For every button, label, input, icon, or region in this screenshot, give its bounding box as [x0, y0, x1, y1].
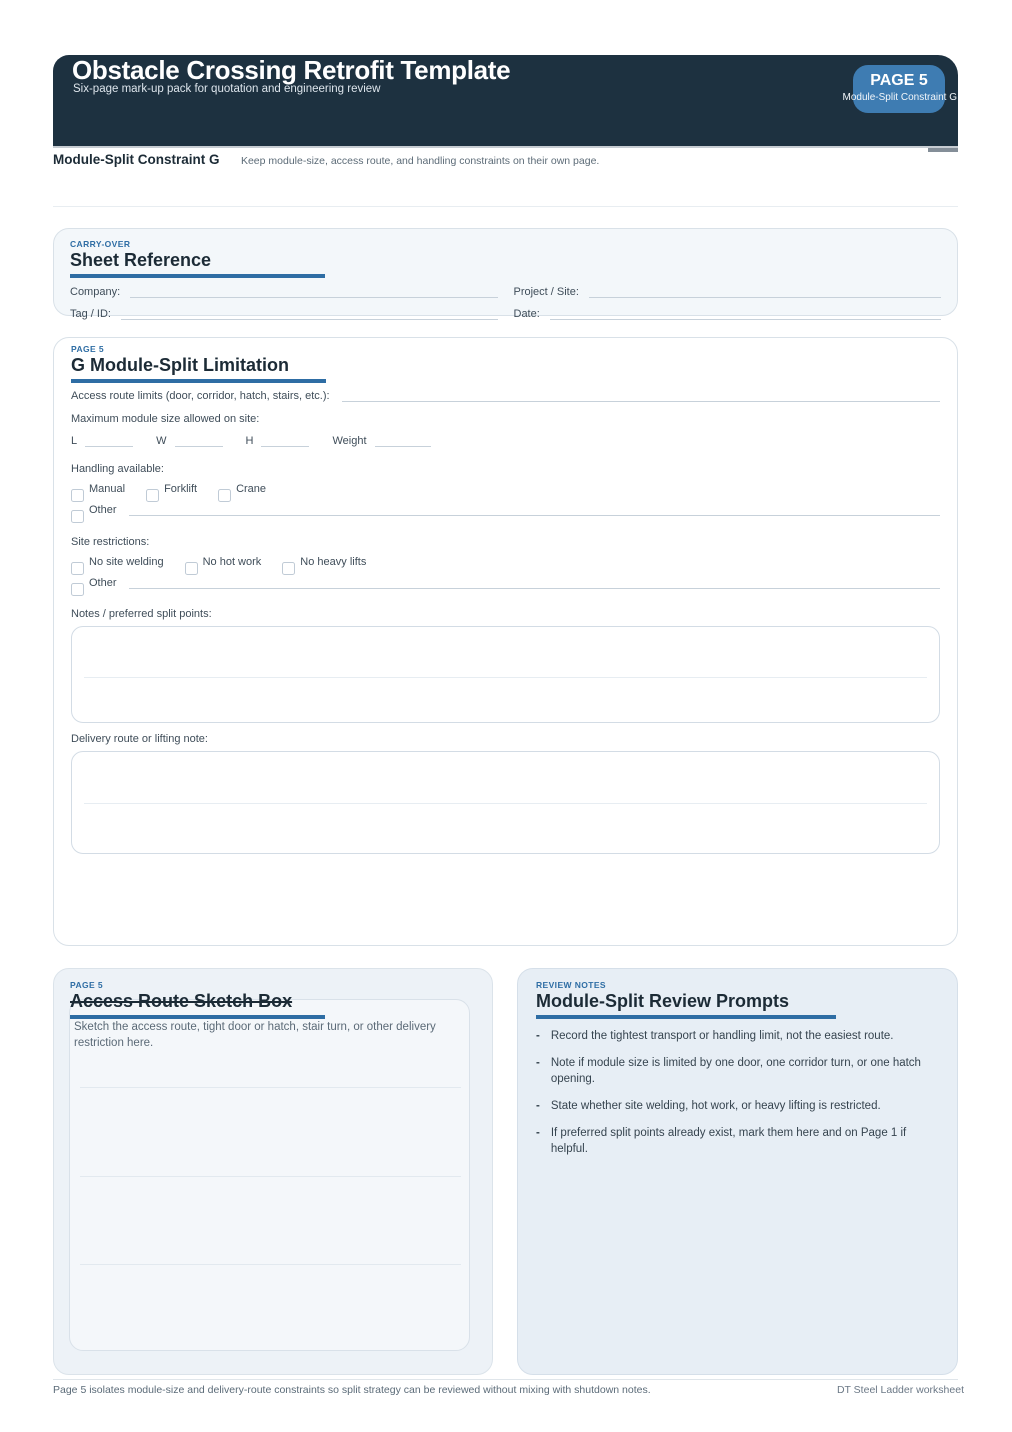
sketch-heading-group — [70, 980, 478, 1019]
site-other-input-line[interactable] — [129, 577, 940, 589]
handling-option-other[interactable] — [71, 504, 117, 523]
no-hot-work-checkbox[interactable] — [185, 562, 198, 575]
dash-bullet-icon: - — [536, 1029, 540, 1042]
weight-label: Weight — [332, 434, 367, 447]
date-label: Date: — [513, 307, 540, 320]
site-other-label: Other — [89, 576, 117, 589]
handling-options-row — [71, 483, 940, 502]
notes-label: Notes / preferred split points: — [71, 607, 212, 620]
width-label: W — [156, 434, 167, 447]
notes-textarea[interactable] — [71, 626, 940, 723]
forklift-checkbox[interactable] — [146, 489, 159, 502]
handling-other-input-line[interactable] — [129, 504, 940, 516]
list-item-text: If preferred split points already exist, mark them here and on Page 1 if helpful. — [550, 1126, 907, 1155]
sheet-reference-fields — [70, 285, 941, 320]
note-ruled-line — [84, 803, 927, 804]
dash-bullet-icon: - — [536, 1126, 540, 1139]
page-number-badge — [853, 65, 945, 113]
handling-option-manual[interactable] — [71, 483, 125, 502]
limitation-title: G Module-Split Limitation — [71, 355, 289, 375]
section-intro — [53, 151, 958, 169]
intro-description: Keep module-size, access route, and handling constraints on their own page. — [240, 155, 600, 167]
handling-available-label: Handling available: — [71, 462, 164, 475]
site-option-no-heavy-lifts[interactable] — [282, 556, 366, 575]
no-site-welding-checkbox[interactable] — [71, 562, 84, 575]
title-underline-bar — [70, 274, 325, 278]
width-field — [156, 435, 222, 447]
sketch-ruled-line — [80, 1176, 461, 1177]
title-underline-bar — [70, 1015, 325, 1019]
weight-input-line[interactable] — [375, 435, 431, 447]
sheet-reference-section — [53, 228, 958, 320]
title-underline-bar — [71, 379, 326, 383]
sketch-hint-text: Sketch the access route, tight door or hatch, stair turn, or other delivery restriction here. — [74, 1021, 436, 1049]
document-subtitle: Six-page mark-up pack for quotation and engineering review — [73, 83, 381, 95]
date-input-line[interactable] — [550, 307, 941, 320]
dash-bullet-icon: - — [536, 1099, 540, 1112]
review-prompts-title: Module-Split Review Prompts — [536, 991, 790, 1011]
height-label: H — [245, 434, 254, 447]
dash-bullet-icon: - — [536, 1056, 540, 1069]
company-label: Company: — [70, 285, 121, 298]
intro-title: Module-Split Constraint G — [53, 152, 220, 167]
project-site-field — [514, 285, 942, 298]
site-restrictions-row — [71, 556, 940, 575]
length-label: L — [71, 434, 78, 447]
no-heavy-lifts-label: No heavy lifts — [300, 555, 367, 568]
handling-option-forklift[interactable] — [146, 483, 197, 502]
document-title: Obstacle Crossing Retrofit Template — [72, 55, 511, 85]
page-header — [53, 55, 958, 148]
list-item — [536, 1028, 939, 1044]
date-field — [514, 307, 942, 320]
access-route-input-line[interactable] — [342, 389, 940, 402]
crane-label: Crane — [236, 482, 267, 495]
site-option-no-welding[interactable] — [71, 556, 164, 575]
access-route-sketch-section — [53, 968, 493, 1375]
footer-worksheet-label: DT Steel Ladder worksheet — [836, 1384, 964, 1396]
crane-checkbox[interactable] — [218, 489, 231, 502]
height-input-line[interactable] — [261, 435, 309, 447]
company-field — [70, 285, 498, 298]
width-input-line[interactable] — [175, 435, 223, 447]
site-option-no-hot-work[interactable] — [185, 556, 262, 575]
site-other-checkbox[interactable] — [71, 583, 84, 596]
delivery-note-label: Delivery route or lifting note: — [71, 732, 208, 745]
review-prompts-eyebrow: REVIEW NOTES — [536, 980, 606, 990]
tag-id-field — [70, 307, 498, 320]
length-input-line[interactable] — [85, 435, 133, 447]
list-item — [536, 1098, 939, 1114]
page-badge-caption: Module-Split Constraint G — [842, 92, 957, 103]
footer-divider — [53, 1379, 958, 1380]
module-split-limitation-section — [53, 337, 958, 946]
list-item — [536, 1055, 939, 1087]
divider-rule — [53, 206, 958, 207]
sketch-area[interactable] — [69, 999, 470, 1351]
review-prompts-list — [536, 1028, 939, 1158]
page-badge-label: PAGE 5 — [870, 72, 928, 89]
height-field — [246, 435, 310, 447]
weight-field — [332, 435, 430, 447]
site-option-other[interactable] — [71, 577, 117, 596]
note-ruled-line — [84, 677, 927, 678]
company-input-line[interactable] — [130, 285, 497, 298]
site-other-row — [71, 577, 940, 596]
access-route-field — [71, 389, 940, 402]
access-route-label: Access route limits (door, corridor, hatch, stairs, etc.): — [71, 389, 330, 402]
title-underline-bar — [536, 1015, 836, 1019]
forklift-label: Forklift — [164, 482, 198, 495]
no-hot-work-label: No hot work — [202, 555, 262, 568]
list-item-text: State whether site welding, hot work, or heavy lifting is restricted. — [550, 1099, 881, 1112]
project-site-label: Project / Site: — [513, 285, 579, 298]
review-prompts-section — [517, 968, 958, 1375]
handling-other-row — [71, 504, 940, 523]
max-module-label: Maximum module size allowed on site: — [71, 412, 260, 425]
limitation-eyebrow: PAGE 5 — [71, 344, 104, 354]
sheet-reference-eyebrow: CARRY-OVER — [70, 239, 131, 249]
list-item — [536, 1125, 939, 1157]
tag-id-input-line[interactable] — [121, 307, 498, 320]
module-dimensions-row — [71, 435, 940, 447]
length-field — [71, 435, 133, 447]
site-restrictions-label: Site restrictions: — [71, 535, 150, 548]
sketch-ruled-line — [80, 1087, 461, 1088]
sketch-eyebrow: PAGE 5 — [70, 980, 103, 990]
manual-checkbox[interactable] — [71, 489, 84, 502]
manual-label: Manual — [89, 482, 126, 495]
handling-other-label: Other — [89, 503, 117, 516]
handling-option-crane[interactable] — [218, 483, 266, 502]
no-site-welding-label: No site welding — [89, 555, 164, 568]
no-heavy-lifts-checkbox[interactable] — [282, 562, 295, 575]
delivery-note-textarea[interactable] — [71, 751, 940, 854]
sketch-ruled-line — [80, 1264, 461, 1265]
list-item-text: Record the tightest transport or handling limit, not the easiest route. — [550, 1029, 894, 1042]
project-site-input-line[interactable] — [589, 285, 941, 298]
sheet-reference-title: Sheet Reference — [70, 250, 212, 270]
footer-note: Page 5 isolates module-size and delivery-route constraints so split strategy can be reviewed without mixing with shutdown notes. — [53, 1384, 651, 1396]
tag-id-label: Tag / ID: — [70, 307, 111, 320]
handling-other-checkbox[interactable] — [71, 510, 84, 523]
list-item-text: Note if module size is limited by one door, one corridor turn, or one hatch opening. — [550, 1056, 921, 1085]
sketch-title: Access Route Sketch Box — [70, 991, 293, 1011]
